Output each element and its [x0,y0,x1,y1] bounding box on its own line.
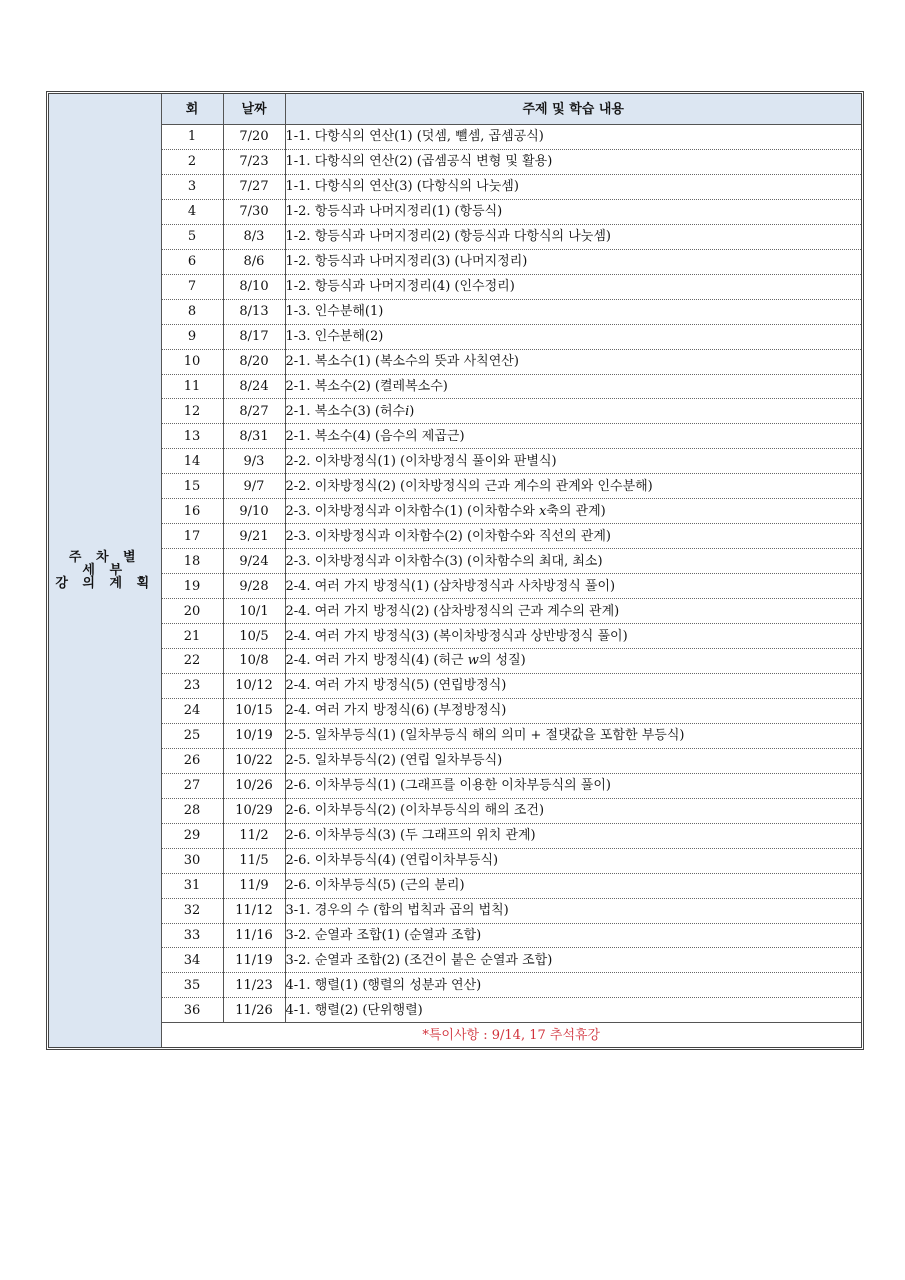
table-row [49,125,861,150]
session-topic: 2-1. 복소수(2) (켤레복소수) [285,374,861,399]
session-topic: 2-4. 여러 가지 방정식(4) (허근 𝑤의 성질) [285,649,861,674]
table-row [49,748,861,773]
session-topic: 2-6. 이차부등식(2) (이차부등식의 해의 조건) [285,798,861,823]
session-topic: 1-2. 항등식과 나머지정리(3) (나머지정리) [285,249,861,274]
session-topic: 2-4. 여러 가지 방정식(6) (부정방정식) [285,698,861,723]
session-topic: 1-2. 항등식과 나머지정리(2) (항등식과 다항식의 나눗셈) [285,224,861,249]
note-row [49,1023,861,1047]
column-header-topic: 주제 및 학습 내용 [285,94,861,125]
session-number: 1 [161,125,223,150]
session-date: 9/7 [223,474,285,499]
table-row [49,823,861,848]
table-row [49,174,861,199]
special-note: *특이사항 : 9/14, 17 추석휴강 [422,1027,601,1043]
session-date: 11/12 [223,898,285,923]
table-row [49,848,861,873]
session-topic: 1-1. 다항식의 연산(3) (다항식의 나눗셈) [285,174,861,199]
side-label [49,94,161,1047]
session-number: 22 [161,649,223,674]
session-number: 35 [161,973,223,998]
session-number: 15 [161,474,223,499]
session-date: 9/21 [223,524,285,549]
session-topic: 4-1. 행렬(1) (행렬의 성분과 연산) [285,973,861,998]
session-number: 24 [161,698,223,723]
table-row [49,599,861,624]
session-date: 8/27 [223,399,285,424]
table-row [49,574,861,599]
side-label-line-3: 강 의 계 획 [55,576,155,591]
table-row [49,324,861,349]
side-label-line-2: 세 부 [82,563,128,578]
session-date: 10/19 [223,723,285,748]
session-number: 11 [161,374,223,399]
table-row [49,549,861,574]
session-date: 8/10 [223,274,285,299]
session-date: 11/16 [223,923,285,948]
session-topic: 2-3. 이차방정식과 이차함수(1) (이차함수와 𝑥축의 관계) [285,499,861,524]
session-number: 20 [161,599,223,624]
session-number: 8 [161,299,223,324]
table-row [49,524,861,549]
session-date: 10/22 [223,748,285,773]
session-topic: 2-1. 복소수(4) (음수의 제곱근) [285,424,861,449]
session-date: 8/31 [223,424,285,449]
session-number: 23 [161,673,223,698]
column-header-date: 날짜 [223,94,285,125]
lecture-plan-frame [46,91,864,1050]
session-number: 19 [161,574,223,599]
session-topic: 2-4. 여러 가지 방정식(3) (복이차방정식과 상반방정식 풀이) [285,624,861,649]
side-label-line-1: 주 차 별 [68,550,141,565]
table-row [49,399,861,424]
table-row [49,374,861,399]
session-number: 25 [161,723,223,748]
column-header-number: 회 [161,94,223,125]
table-row [49,424,861,449]
session-date: 7/20 [223,125,285,150]
session-number: 30 [161,848,223,873]
session-date: 8/20 [223,349,285,374]
session-topic: 3-1. 경우의 수 (합의 법칙과 곱의 법칙) [285,898,861,923]
session-date: 10/5 [223,624,285,649]
table-row [49,948,861,973]
table-row [49,798,861,823]
session-number: 2 [161,149,223,174]
session-topic: 2-4. 여러 가지 방정식(5) (연립방정식) [285,673,861,698]
table-row [49,973,861,998]
lecture-plan-table [49,94,861,1047]
table-row [49,723,861,748]
session-date: 11/9 [223,873,285,898]
table-row [49,274,861,299]
session-date: 9/10 [223,499,285,524]
session-topic: 1-3. 인수분해(1) [285,299,861,324]
session-topic: 2-4. 여러 가지 방정식(1) (삼차방정식과 사차방정식 풀이) [285,574,861,599]
table-row [49,499,861,524]
table-row [49,149,861,174]
session-topic: 2-1. 복소수(3) (허수𝑖) [285,399,861,424]
session-date: 11/23 [223,973,285,998]
table-row [49,224,861,249]
session-topic: 2-3. 이차방정식과 이차함수(2) (이차함수와 직선의 관계) [285,524,861,549]
session-date: 9/3 [223,449,285,474]
session-topic: 3-2. 순열과 조합(1) (순열과 조합) [285,923,861,948]
session-topic: 1-3. 인수분해(2) [285,324,861,349]
session-number: 14 [161,449,223,474]
session-number: 6 [161,249,223,274]
table-row [49,249,861,274]
table-row [49,698,861,723]
session-date: 7/27 [223,174,285,199]
session-topic: 2-3. 이차방정식과 이차함수(3) (이차함수의 최대, 최소) [285,549,861,574]
table-row [49,474,861,499]
session-number: 28 [161,798,223,823]
session-number: 4 [161,199,223,224]
session-topic: 4-1. 행렬(2) (단위행렬) [285,998,861,1023]
session-number: 9 [161,324,223,349]
session-date: 9/24 [223,549,285,574]
session-topic: 1-2. 항등식과 나머지정리(1) (항등식) [285,199,861,224]
table-row [49,773,861,798]
session-date: 8/17 [223,324,285,349]
session-topic: 3-2. 순열과 조합(2) (조건이 붙은 순열과 조합) [285,948,861,973]
session-topic: 2-1. 복소수(1) (복소수의 뜻과 사칙연산) [285,349,861,374]
session-number: 21 [161,624,223,649]
session-date: 10/12 [223,673,285,698]
session-date: 10/15 [223,698,285,723]
session-number: 3 [161,174,223,199]
session-number: 27 [161,773,223,798]
session-topic: 1-1. 다항식의 연산(2) (곱셈공식 변형 및 활용) [285,149,861,174]
session-topic: 2-6. 이차부등식(4) (연립이차부등식) [285,848,861,873]
session-number: 34 [161,948,223,973]
session-topic: 1-2. 항등식과 나머지정리(4) (인수정리) [285,274,861,299]
table-row [49,449,861,474]
session-date: 11/2 [223,823,285,848]
table-row [49,673,861,698]
session-topic: 2-2. 이차방정식(2) (이차방정식의 근과 계수의 관계와 인수분해) [285,474,861,499]
session-date: 9/28 [223,574,285,599]
table-row [49,998,861,1023]
session-number: 18 [161,549,223,574]
session-number: 17 [161,524,223,549]
session-topic: 2-2. 이차방정식(1) (이차방정식 풀이와 판별식) [285,449,861,474]
table-row [49,624,861,649]
session-number: 26 [161,748,223,773]
table-row [49,349,861,374]
session-date: 10/8 [223,649,285,674]
session-topic: 1-1. 다항식의 연산(1) (덧셈, 뺄셈, 곱셈공식) [285,125,861,150]
session-topic: 2-6. 이차부등식(5) (근의 분리) [285,873,861,898]
table-row [49,199,861,224]
table-row [49,898,861,923]
session-date: 8/13 [223,299,285,324]
session-number: 13 [161,424,223,449]
session-topic: 2-6. 이차부등식(3) (두 그래프의 위치 관계) [285,823,861,848]
session-date: 7/30 [223,199,285,224]
session-date: 8/3 [223,224,285,249]
session-number: 16 [161,499,223,524]
session-topic: 2-6. 이차부등식(1) (그래프를 이용한 이차부등식의 풀이) [285,773,861,798]
header-row [49,94,861,125]
session-number: 36 [161,998,223,1023]
session-number: 7 [161,274,223,299]
session-number: 12 [161,399,223,424]
session-number: 29 [161,823,223,848]
session-date: 10/26 [223,773,285,798]
session-number: 10 [161,349,223,374]
session-date: 7/23 [223,149,285,174]
session-number: 5 [161,224,223,249]
session-date: 10/1 [223,599,285,624]
session-date: 11/19 [223,948,285,973]
session-date: 8/6 [223,249,285,274]
session-topic: 2-4. 여러 가지 방정식(2) (삼차방정식의 근과 계수의 관계) [285,599,861,624]
session-date: 8/24 [223,374,285,399]
session-number: 33 [161,923,223,948]
session-topic: 2-5. 일차부등식(1) (일차부등식 해의 의미 + 절댓값을 포함한 부등식) [285,723,861,748]
session-topic: 2-5. 일차부등식(2) (연립 일차부등식) [285,748,861,773]
session-number: 31 [161,873,223,898]
table-row [49,923,861,948]
table-row [49,873,861,898]
session-number: 32 [161,898,223,923]
table-row [49,649,861,674]
session-date: 11/26 [223,998,285,1023]
table-row [49,299,861,324]
session-date: 11/5 [223,848,285,873]
session-date: 10/29 [223,798,285,823]
